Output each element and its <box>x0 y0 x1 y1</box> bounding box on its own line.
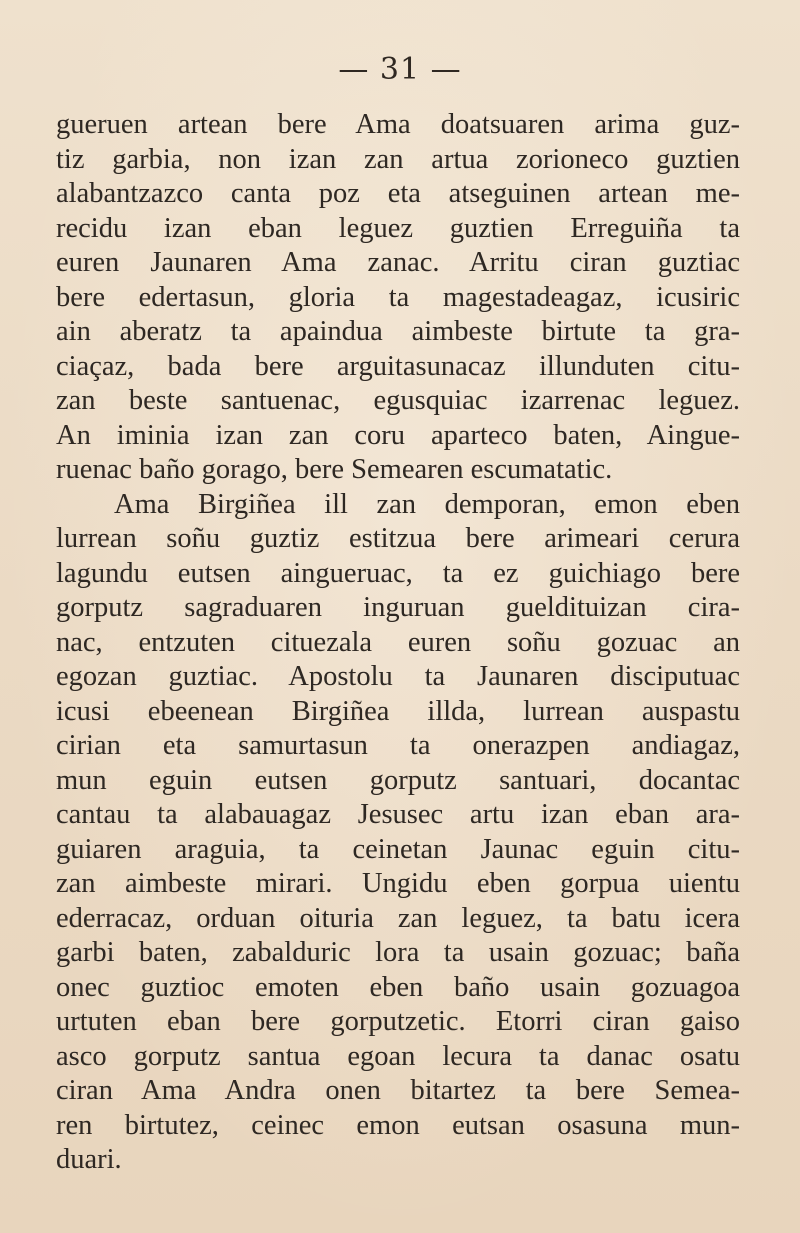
text-line: zan aimbeste mirari. Ungidu eben gorpua uientu <box>56 868 740 899</box>
page-number: — 31 — <box>338 52 462 87</box>
text-line: garbi baten, zabalduric lora ta usain gozuac; baña <box>56 937 740 968</box>
text-line: alabantzazco canta poz eta atseguinen artean me- <box>56 178 740 209</box>
text-line: ain aberatz ta apaindua aimbeste birtute ta gra- <box>56 316 740 347</box>
text-line: ciran Ama Andra onen bitartez ta bere Semea- <box>56 1075 740 1106</box>
text-line: ruenac baño gorago, bere Semearen escumatatic. <box>56 454 613 485</box>
text-line: duari. <box>56 1144 122 1175</box>
text-line: recidu izan eban leguez guztien Erreguiña ta <box>56 212 740 244</box>
text-line: lurrean soñu guztiz estitzua bere arimeari cerura <box>56 523 740 554</box>
text-line: zan beste santuenac, egusquiac izarrenac leguez. <box>56 385 740 416</box>
text-line: cirian eta samurtasun ta onerazpen andiagaz, <box>56 730 740 761</box>
text-line: onec guztioc emoten eben baño usain gozuagoa <box>56 971 740 1003</box>
text-line: icusi ebeenean Birgiñea illda, lurrean auspastu <box>56 695 740 727</box>
text-line: euren Jaunaren Ama zanac. Arritu ciran guztiac <box>56 247 740 278</box>
text-line: Ama Birgiñea ill zan demporan, emon eben <box>114 488 740 520</box>
text-line: ciaçaz, bada bere arguitasunacaz illunduten citu- <box>56 350 740 382</box>
text-line: urtuten eban bere gorputzetic. Etorri ciran gaiso <box>56 1006 740 1037</box>
text-line: ederracaz, orduan oituria zan leguez, ta batu icera <box>56 902 740 934</box>
text-line: asco gorputz santua egoan lecura ta danac osatu <box>56 1040 740 1072</box>
text-line: egozan guztiac. Apostolu ta Jaunaren disciputuac <box>56 661 740 692</box>
text-line: gorputz sagraduaren inguruan gueldituizan cira- <box>56 592 740 623</box>
text-line: An iminia izan zan coru aparteco baten, Aingue- <box>56 419 740 451</box>
text-line: nac, entzuten cituezala euren soñu gozuac an <box>56 626 740 658</box>
text-line: ren birtutez, ceinec emon eutsan osasuna mun- <box>56 1109 740 1141</box>
text-line: guiaren araguia, ta ceinetan Jaunac eguin citu- <box>56 833 740 865</box>
text-line: lagundu eutsen aingueruac, ta ez guichiago bere <box>56 557 740 589</box>
text-line: gueruen artean bere Ama doatsuaren arima guz- <box>56 109 740 140</box>
text-line: bere edertasun, gloria ta magestadeagaz, icusiric <box>56 281 740 313</box>
text-line: cantau ta alabauagaz Jesusec artu izan eban ara- <box>56 799 740 830</box>
text-line: mun eguin eutsen gorputz santuari, docantac <box>56 764 740 796</box>
text-line: tiz garbia, non izan zan artua zorioneco guztien <box>56 143 740 175</box>
body-text <box>56 108 740 1178</box>
